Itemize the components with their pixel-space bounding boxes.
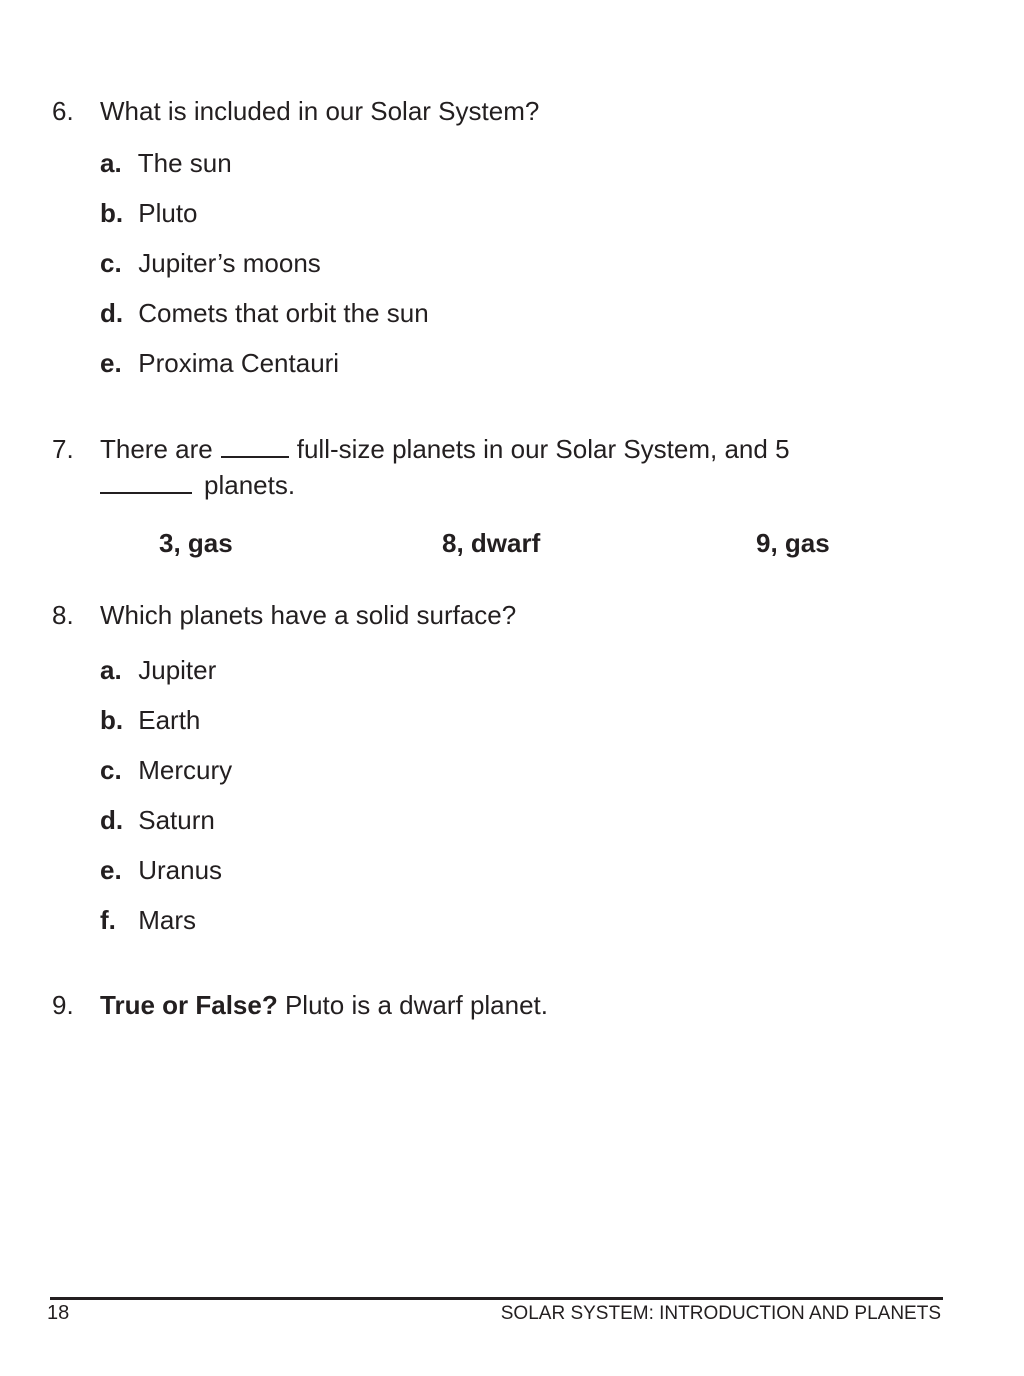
option-text: Pluto — [138, 198, 198, 228]
option-text: Earth — [138, 705, 201, 735]
question-6-option-d — [100, 296, 429, 330]
question-8-option-b — [100, 703, 200, 737]
option-text: Proxima Centauri — [138, 348, 340, 378]
option-letter: d. — [100, 805, 124, 835]
word-bank-item-1: 3, gas — [159, 528, 233, 558]
question-6 — [52, 94, 539, 128]
option-text: Jupiter — [138, 655, 217, 685]
option-letter: c. — [100, 248, 122, 278]
question-7-text-after-blank: full-size planets in our Solar System, and 5 — [296, 434, 790, 464]
fill-in-blank-1 — [221, 436, 289, 458]
option-letter: b. — [100, 198, 124, 228]
option-letter: e. — [100, 348, 122, 378]
question-8-option-a — [100, 653, 216, 687]
question-7-line-2 — [100, 468, 295, 502]
option-letter: a. — [100, 655, 122, 685]
option-text: The sun — [137, 148, 232, 178]
question-6-text: What is included in our Solar System? — [100, 96, 540, 126]
option-letter: d. — [100, 298, 124, 328]
question-7-number: 7. — [52, 434, 74, 464]
footer-chapter-title: SOLAR SYSTEM: INTRODUCTION AND PLANETS — [500, 1303, 941, 1324]
question-9-number: 9. — [52, 990, 74, 1020]
question-8-option-d — [100, 803, 215, 837]
option-letter: c. — [100, 755, 122, 785]
option-letter: a. — [100, 148, 122, 178]
question-8-text: Which planets have a solid surface? — [100, 600, 517, 630]
question-6-option-a — [100, 146, 232, 180]
question-8-option-c — [100, 753, 232, 787]
fill-in-blank-2 — [100, 472, 192, 494]
option-letter: f. — [100, 905, 116, 935]
question-6-option-c — [100, 246, 321, 280]
question-7-line-1 — [52, 432, 790, 466]
option-text: Mercury — [138, 755, 233, 785]
question-7-line-2-text: planets. — [204, 470, 296, 500]
question-8-number: 8. — [52, 600, 74, 630]
option-text: Uranus — [138, 855, 223, 885]
option-text: Comets that orbit the sun — [138, 298, 429, 328]
option-text: Mars — [138, 905, 197, 935]
question-8-option-e — [100, 853, 222, 887]
footer-divider-rule — [50, 1297, 943, 1300]
option-text: Saturn — [138, 805, 215, 835]
question-9-bold-prefix: True or False? — [100, 990, 278, 1020]
option-letter: b. — [100, 705, 124, 735]
question-8-option-f — [100, 903, 196, 937]
question-7-text-before-blank: There are — [100, 434, 213, 464]
word-bank-item-3: 9, gas — [756, 528, 830, 558]
question-8 — [52, 598, 516, 632]
question-9 — [52, 988, 548, 1022]
question-6-number: 6. — [52, 96, 74, 126]
option-letter: e. — [100, 855, 122, 885]
question-6-option-e — [100, 346, 339, 380]
question-9-text: Pluto is a dwarf planet. — [284, 990, 549, 1020]
option-text: Jupiter’s moons — [138, 248, 321, 278]
footer-page-number: 18 — [47, 1302, 70, 1324]
word-bank-item-2: 8, dwarf — [442, 528, 541, 558]
question-6-option-b — [100, 196, 198, 230]
